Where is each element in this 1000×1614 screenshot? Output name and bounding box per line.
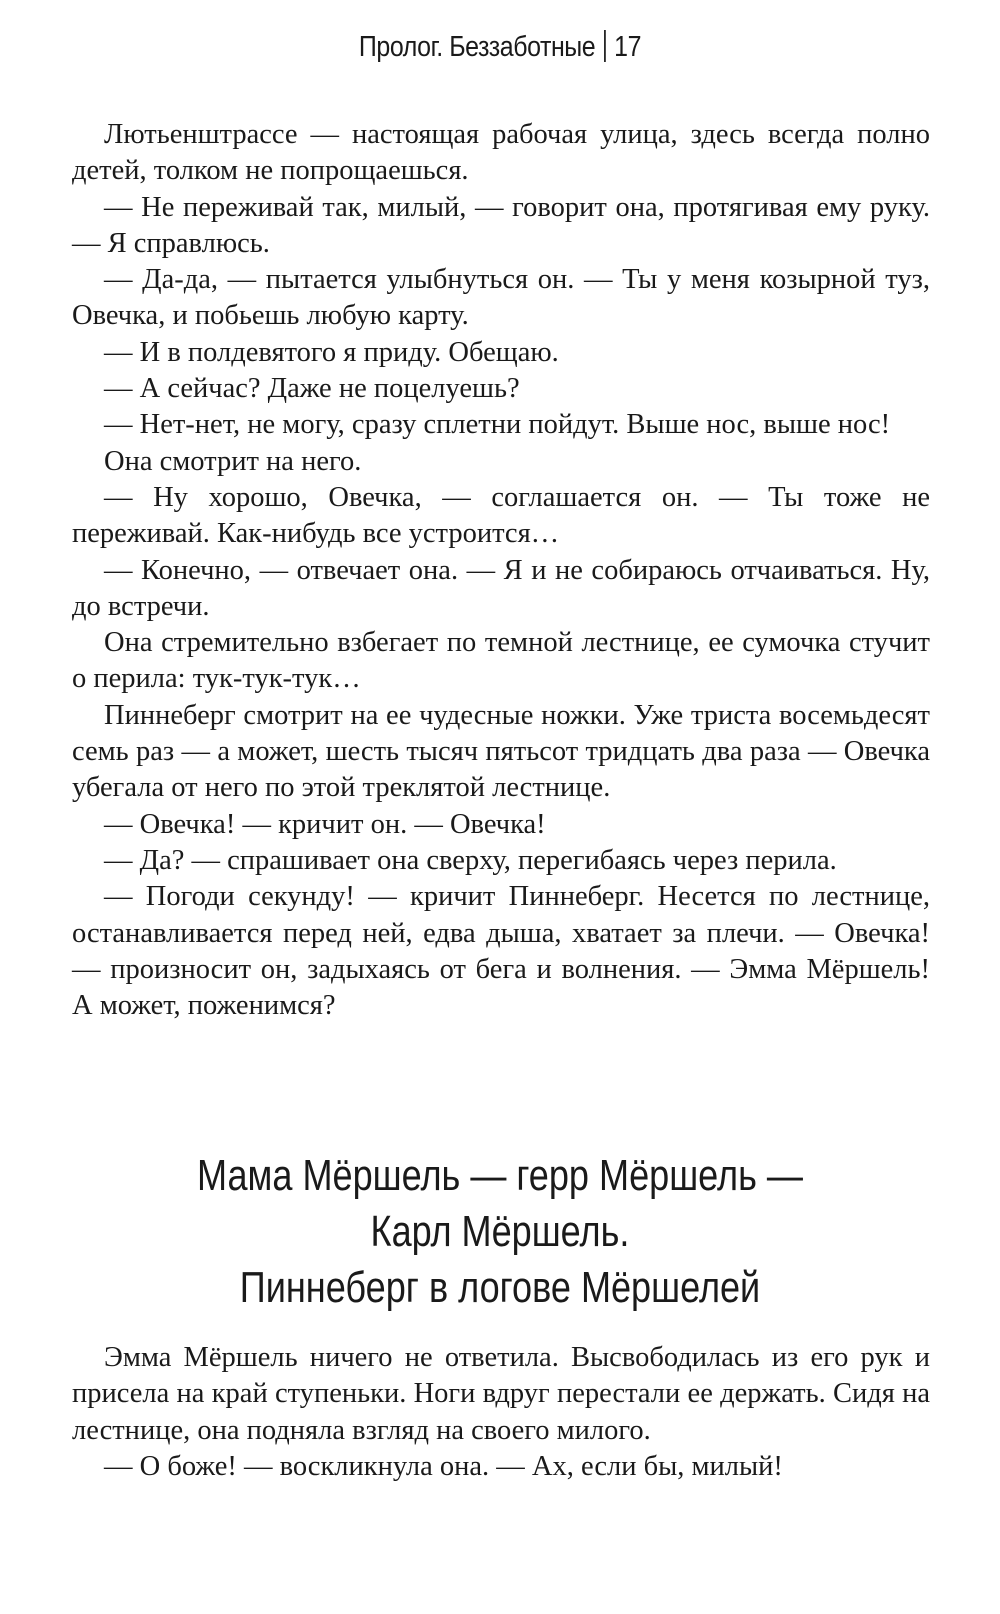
paragraph: — Конечно, — отвечает она. — Я и не собираюсь отчаиваться. Ну, до встречи. [72,554,930,622]
body-text-bottom [72,1340,930,1485]
paragraph: — И в полдевятого я приду. Обещаю. [104,336,559,368]
paragraph: Она смотрит на него. [104,445,362,477]
paragraph: Эмма Мёршель ничего не ответила. Высвободилась из его рук и присела на край ступеньки. Ноги вдруг перестали ее держать. Сидя на лестнице, она подняла взгляд на своего милого. [72,1342,930,1446]
paragraph: — Не переживай так, милый, — говорит она, протягивая ему руку. — Я справлюсь. [72,191,930,259]
chapter-title-line: Мама Мёршель — герр Мёршель — [197,1151,803,1200]
paragraph: — Да-да, — пытается улыбнуться он. — Ты у меня козырной туз, Овечка, и побьешь любую карту. [72,264,930,332]
chapter-title-line: Пиннеберг в логове Мёршелей [239,1263,761,1312]
page-number: 17 [614,31,642,63]
chapter-heading [90,1148,910,1316]
chapter-title-line: Карл Мёршель. [370,1207,630,1256]
section-title: Пролог. Беззаботные [358,31,596,63]
paragraph: — А сейчас? Даже не поцелуешь? [104,373,520,405]
running-head [70,30,930,64]
paragraph: — Ну хорошо, Овечка, — соглашается он. — Ты тоже не переживай. Как-нибудь все устроится… [72,481,930,550]
body-text-top [72,117,930,1024]
paragraph: Пиннеберг смотрит на ее чудесные ножки. Уже триста восемьдесят семь раз — а может, шесть тысяч пятьсот тридцать два раза — Овечка убегала от него по этой треклятой лестнице. [72,699,930,804]
paragraph: Она стремительно взбегает по темной лестнице, ее сумочка стучит о перила: тук-тук-тук… [72,627,930,695]
paragraph: — Нет-нет, не могу, сразу сплетни пойдут. Выше нос, выше нос! [104,409,891,441]
paragraph: — О боже! — воскликнула она. — Ах, если бы, милый! [104,1450,783,1482]
paragraph: — Погоди секунду! — кричит Пиннеберг. Несется по лестнице, останавливается перед ней, едва дыша, хватает за плечи. — Овечка! — произносит он, задыхаясь от бега и волнения. — Эмма Мёршель! А может, поженимся? [72,881,930,1022]
paragraph: Лютьенштрассе — настоящая рабочая улица, здесь всегда полно детей, толком не попрощаешься. [72,119,930,187]
paragraph: — Да? — спрашивает она сверху, перегибаясь через перила. [104,844,837,876]
paragraph: — Овечка! — кричит он. — Овечка! [104,808,546,840]
header-divider [604,30,606,62]
